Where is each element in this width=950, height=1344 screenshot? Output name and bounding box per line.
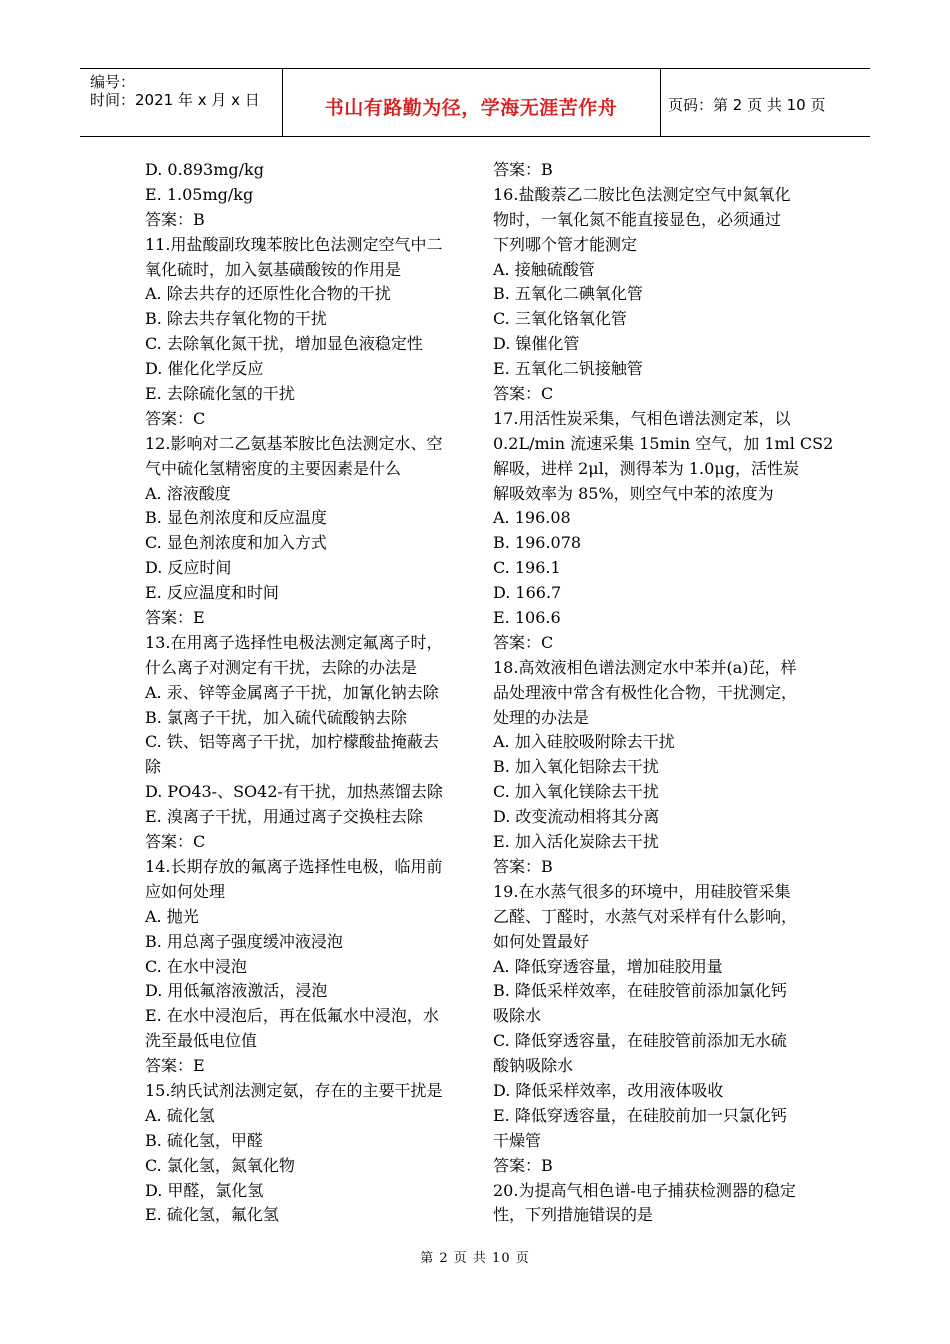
text-line: A. 抛光 <box>145 906 199 926</box>
text-line: C. 加入氧化镁除去干扰 <box>493 782 659 802</box>
text-line: B. 显色剂浓度和反应温度 <box>145 508 327 528</box>
text-line: C. 去除氧化氮干扰，增加显色液稳定性 <box>145 334 423 354</box>
text-line: A. 接触硫酸管 <box>493 259 595 279</box>
page-info: 页码：第 2 页 共 10 页 <box>668 96 826 114</box>
right-column <box>493 158 834 1228</box>
text-line: B. 除去共存氧化物的干扰 <box>145 309 327 329</box>
text-line: D. 反应时间 <box>145 558 232 578</box>
text-line: 除 <box>145 757 162 777</box>
text-line: 处理的办法是 <box>493 707 590 727</box>
text-line: 答案：B <box>493 1155 553 1175</box>
text-line: E. 反应温度和时间 <box>145 583 279 603</box>
text-line: 酸钠吸除水 <box>493 1056 574 1076</box>
header-meta-cell <box>80 69 283 136</box>
text-line: B. 加入氧化铝除去干扰 <box>493 757 659 777</box>
text-line: E. 在水中浸泡后，再在低氟水中浸泡，水 <box>145 1006 439 1026</box>
text-line: 12.影响对二乙氨基苯胺比色法测定水、空 <box>145 433 443 453</box>
text-line: 干燥管 <box>493 1130 542 1150</box>
text-line: 下列哪个管才能测定 <box>493 234 638 254</box>
text-line: 答案：C <box>145 408 206 428</box>
text-line: A. 硫化氢 <box>145 1105 215 1125</box>
text-line: 13.在用离子选择性电极法测定氟离子时， <box>145 632 443 652</box>
text-line: B. 氯离子干扰，加入硫代硫酸钠去除 <box>145 707 407 727</box>
text-line: B. 196.078 <box>493 533 582 553</box>
text-line: A. 溶液酸度 <box>145 483 231 503</box>
text-line: 答案：B <box>493 160 553 179</box>
text-line: 如何处置最好 <box>493 931 590 951</box>
text-line: B. 硫化氢，甲醛 <box>145 1130 263 1150</box>
text-line: 答案：B <box>145 209 205 229</box>
page-header <box>80 68 870 137</box>
text-line: 11.用盐酸副玫瑰苯胺比色法测定空气中二 <box>145 234 443 254</box>
text-line: 答案：C <box>145 832 206 852</box>
text-line: D. 用低氟溶液激活，浸泡 <box>145 981 328 1001</box>
text-line: A. 196.08 <box>493 508 571 528</box>
motto: 书山有路勤为径，学海无涯苦作舟 <box>324 97 618 119</box>
text-line: 0.2L/min 流速采集 15min 空气，加 1ml CS2 <box>493 433 834 453</box>
header-motto-cell <box>282 69 661 136</box>
text-line: C. 显色剂浓度和加入方式 <box>145 533 327 553</box>
header-page-cell <box>660 69 870 136</box>
text-line: B. 五氧化二碘氧化管 <box>493 284 643 304</box>
text-line: C. 196.1 <box>493 558 561 578</box>
text-line: C. 氯化氢，氮氧化物 <box>145 1155 295 1175</box>
text-line: E. 加入活化炭除去干扰 <box>493 832 659 852</box>
text-line: 气中硫化氢精密度的主要因素是什么 <box>145 458 402 478</box>
text-line: 应如何处理 <box>145 881 226 901</box>
text-line: E. 降低穿透容量，在硅胶前加一只氯化钙 <box>493 1105 787 1125</box>
text-line: A. 除去共存的还原性化合物的干扰 <box>145 284 391 304</box>
text-line: D. 改变流动相将其分离 <box>493 807 660 827</box>
text-line: C. 在水中浸泡 <box>145 956 247 976</box>
text-line: D. PO43-、SO42-有干扰，加热蒸馏去除 <box>145 782 443 802</box>
text-line: E. 106.6 <box>493 608 561 628</box>
text-line: 吸除水 <box>493 1006 542 1026</box>
text-line: 答案：B <box>493 856 553 876</box>
document-code-label: 编号： <box>90 73 136 91</box>
text-line: 物时，一氧化氮不能直接显色，必须通过 <box>493 209 782 229</box>
text-line: 答案：E <box>145 1056 205 1076</box>
text-line: C. 铁、铝等离子干扰，加柠檬酸盐掩蔽去 <box>145 732 439 752</box>
text-line: 答案：C <box>493 384 554 404</box>
text-line: B. 降低采样效率，在硅胶管前添加氯化钙 <box>493 981 787 1001</box>
text-line: D. 0.893mg/kg <box>145 160 264 179</box>
text-line: B. 用总离子强度缓冲液浸泡 <box>145 931 343 951</box>
text-line: 18.高效液相色谱法测定水中苯并(a)芘，样 <box>493 657 797 677</box>
document-date: 时间：2021 年 x 月 x 日 <box>90 91 260 109</box>
text-line: 氧化硫时，加入氨基磺酸铵的作用是 <box>145 259 402 279</box>
text-line: D. 甲醛，氯化氢 <box>145 1180 264 1200</box>
text-line: E. 1.05mg/kg <box>145 184 254 204</box>
text-line: C. 三氧化铬氧化管 <box>493 309 627 329</box>
text-line: 乙醛、丁醛时，水蒸气对采样有什么影响， <box>493 906 798 926</box>
text-line: 解吸效率为 85%，则空气中苯的浓度为 <box>493 483 774 503</box>
page-footer: 第 2 页 共 10 页 <box>420 1251 530 1266</box>
text-line: A. 加入硅胶吸附除去干扰 <box>493 732 675 752</box>
text-line: D. 166.7 <box>493 583 562 603</box>
text-line: 17.用活性炭采集，气相色谱法测定苯，以 <box>493 408 791 428</box>
text-line: 解吸，进样 2μl，测得苯为 1.0μg，活性炭 <box>493 458 799 478</box>
text-line: D. 催化化学反应 <box>145 359 264 379</box>
text-line: E. 硫化氢，氟化氢 <box>145 1205 279 1225</box>
text-line: 答案：C <box>493 632 554 652</box>
text-line: 品处理液中常含有极性化合物，干扰测定， <box>493 682 798 702</box>
text-line: 20.为提高气相色谱-电子捕获检测器的稳定 <box>493 1180 796 1200</box>
text-line: 性，下列措施错误的是 <box>493 1205 654 1225</box>
text-line: A. 汞、锌等金属离子干扰，加氰化钠去除 <box>145 682 439 702</box>
text-line: C. 降低穿透容量，在硅胶管前添加无水硫 <box>493 1031 787 1051</box>
text-line: D. 镍催化管 <box>493 334 580 354</box>
text-line: 什么离子对测定有干扰，去除的办法是 <box>145 657 418 677</box>
text-line: 19.在水蒸气很多的环境中，用硅胶管采集 <box>493 881 791 901</box>
text-line: E. 五氧化二钒接触管 <box>493 359 643 379</box>
text-line: 洗至最低电位值 <box>145 1031 258 1051</box>
text-line: E. 去除硫化氢的干扰 <box>145 384 295 404</box>
text-line: 16.盐酸萘乙二胺比色法测定空气中氮氧化 <box>493 184 791 204</box>
text-line: 答案：E <box>145 608 205 628</box>
left-column <box>145 158 465 1228</box>
text-line: D. 降低采样效率，改用液体吸收 <box>493 1080 724 1100</box>
text-line: 15.纳氏试剂法测定氨，存在的主要干扰是 <box>145 1080 443 1100</box>
text-line: 14.长期存放的氟离子选择性电极，临用前 <box>145 856 443 876</box>
text-line: E. 溴离子干扰，用通过离子交换柱去除 <box>145 807 423 827</box>
text-line: A. 降低穿透容量，增加硅胶用量 <box>493 956 723 976</box>
